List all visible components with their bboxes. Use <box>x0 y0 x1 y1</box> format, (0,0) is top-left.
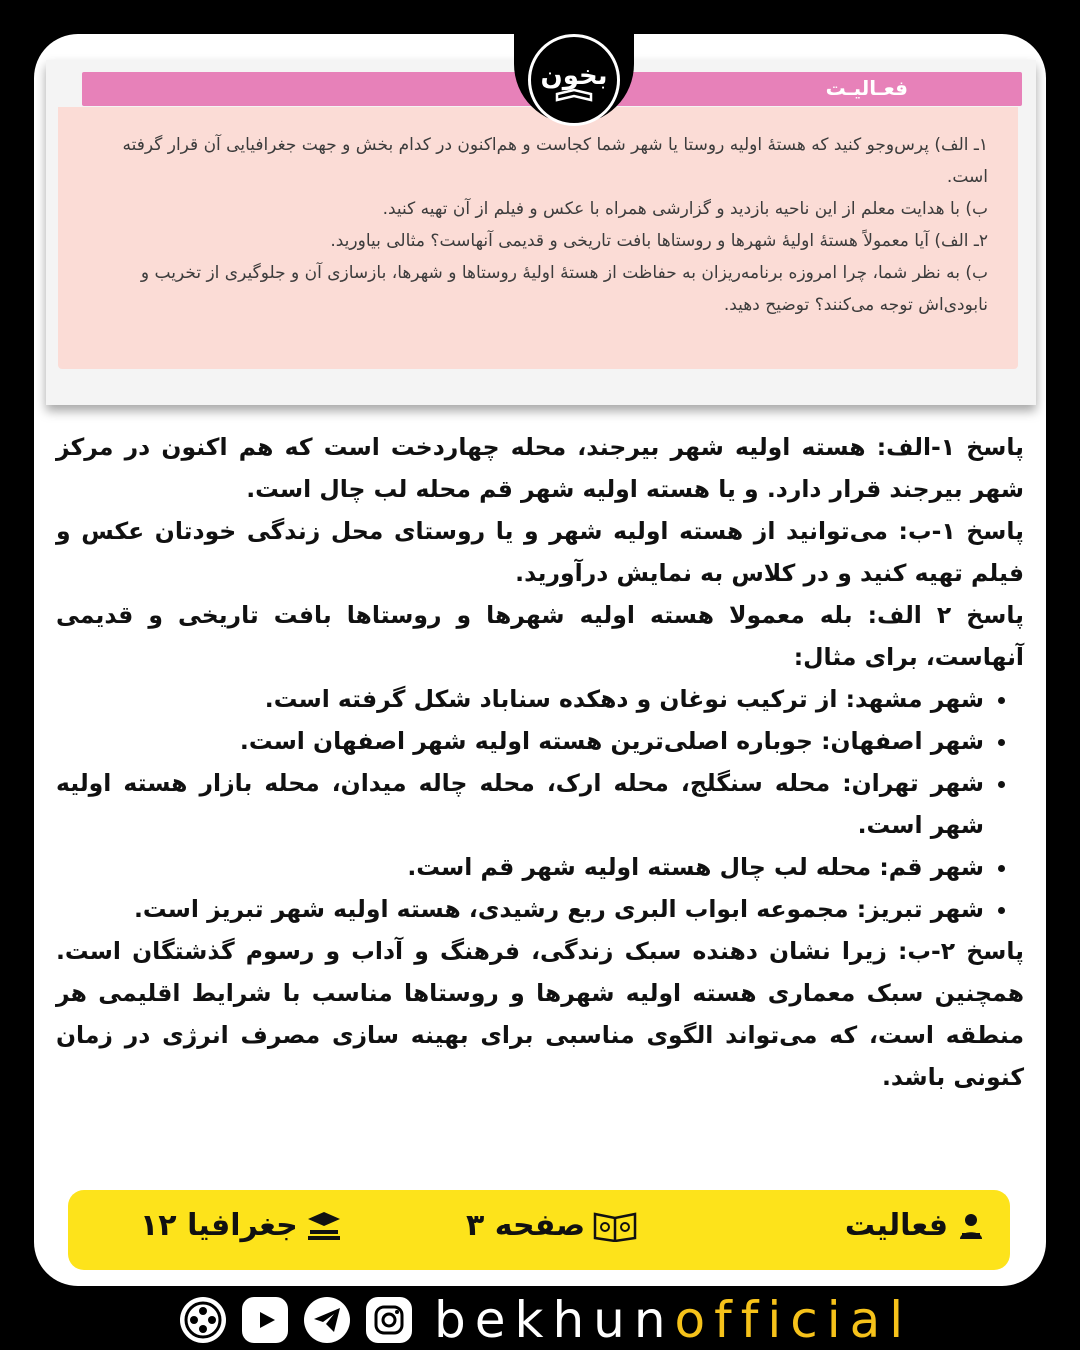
logo-mark-icon <box>539 50 609 110</box>
footer-section-label: فعالیت <box>844 1208 948 1243</box>
example-tabriz: • شهر تبریز: مجموعه ابواب البری ربع رشیدی، هسته اولیه شهر تبریز است. <box>56 888 984 930</box>
aparat-icon[interactable] <box>180 1297 226 1343</box>
activity-q2-be: ب) به نظر شما، چرا امروزه برنامه‌ریزان به حفاظت از هستهٔ اولیهٔ روستاها و شهرها، بازسازی آن و جلوگیری از تخریب و نابودی‌اش توجه می‌کنند؟ توضیح دهید. <box>140 263 988 315</box>
instagram-icon[interactable] <box>366 1297 412 1343</box>
social-bar <box>180 1292 912 1348</box>
footer-info-bar <box>68 1190 1010 1270</box>
graduation-books-icon <box>306 1210 342 1242</box>
answer-2-be: پاسخ ۲-ب: زیرا نشان دهنده سبک زندگی، فرهنگ و آداب و رسوم گذشتگان است. همچنین سبک معماری هسته اولیه شهرها و روستاها مناسب با شرایط اقلیمی هر منطقه است، که می‌تواند الگوی مناسبی برای بهینه سازی مصرف انرژی در زمان کنونی باشد. <box>56 937 1024 1091</box>
activity-q1-be: ب) با هدایت معلم از این ناحیه بازدید و گزارشی همراه با عکس و فیلم از آن تهیه کنید. <box>382 199 988 219</box>
example-mashhad: • شهر مشهد: از ترکیب نوغان و دهکده سناباد شکل گرفته است. <box>56 678 984 720</box>
social-handle[interactable] <box>434 1291 912 1349</box>
handle-suffix: official <box>674 1291 913 1349</box>
telegram-icon[interactable] <box>304 1297 350 1343</box>
example-isfahan: • شهر اصفهان: جوباره اصلی‌ترین هسته اولیه شهر اصفهان است. <box>56 720 984 762</box>
logo-text: بخون <box>540 61 608 91</box>
footer-section <box>845 1208 986 1243</box>
footer-subject-label: جغرافیا ۱۲ <box>140 1208 298 1243</box>
example-tehran: • شهر تهران: محله سنگلج، محله ارک، محله چاله میدان، محله بازار هسته اولیه شهر است. <box>56 762 984 846</box>
textbook-header-label: فعـالیـت <box>825 76 908 100</box>
examples-list <box>56 678 1024 930</box>
handle-prefix: bekhun <box>434 1291 675 1349</box>
content-card <box>34 34 1046 1286</box>
activity-q1-alef: ۱ـ الف) پرس‌وجو کنید که هستهٔ اولیه روستا یا شهر شما کجاست و هم‌اکنون در کدام بخش و جهت جغرافیایی آن قرار گرفته است. <box>122 135 988 187</box>
open-book-icon <box>593 1210 637 1242</box>
youtube-icon[interactable] <box>242 1297 288 1343</box>
answer-1-alef: پاسخ ۱-الف: هسته اولیه شهر بیرجند، محله چهاردخت است که هم اکنون در مرکز شهر بیرجند قرار دارد. و یا هسته اولیه شهر قم محله لب چال است. <box>56 433 1024 503</box>
textbook-activity-box <box>58 107 1018 369</box>
footer-subject <box>140 1208 342 1243</box>
activity-q2-alef: ۲ـ الف) آیا معمولاً هستهٔ اولیهٔ شهرها و روستاها بافت تاریخی و قدیمی آنهاست؟ مثالی بیاورید. <box>330 231 988 251</box>
answer-1-be: پاسخ ۱-ب: می‌توانید از هسته اولیه شهر و یا روستای محل زندگی خودتان عکس و فیلم تهیه کنید و در کلاس به نمایش درآورید. <box>56 517 1024 587</box>
logo-circle <box>528 34 620 126</box>
answers-section <box>56 426 1024 1098</box>
answer-2-alef: پاسخ ۲ الف: بله معمولا هسته اولیه شهرها و روستاها بافت تاریخی و قدیمی آنهاست، برای مثال: <box>56 601 1024 671</box>
footer-page-label: صفحه ۳ <box>466 1208 586 1243</box>
example-qom: • شهر قم: محله لب چال هسته اولیه شهر قم است. <box>56 846 984 888</box>
footer-page <box>466 1208 637 1243</box>
teacher-icon <box>956 1211 986 1241</box>
